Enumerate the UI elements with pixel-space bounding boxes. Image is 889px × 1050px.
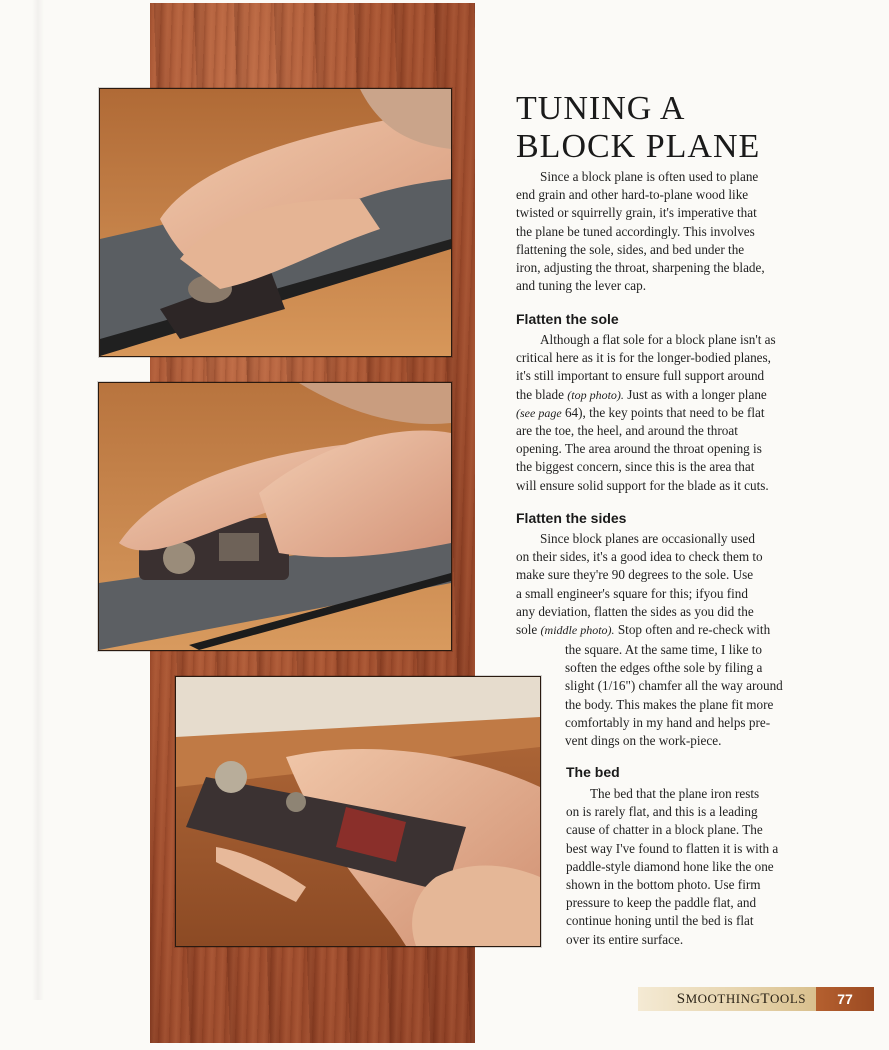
sides-text: sole [516, 622, 541, 638]
bed-line: The bed that the plane iron rests [590, 786, 760, 801]
sides-line: comfortably in my hand and helps pre- [565, 714, 771, 730]
page-footer [638, 987, 874, 1011]
intro-paragraph [516, 168, 876, 295]
photo-flatten-sides [98, 382, 452, 651]
sole-line: the biggest concern, since this is the area that [516, 459, 755, 475]
bed-line: cause of chatter in a block plane. The [566, 822, 763, 838]
sides-text: Stop often and re-check with [614, 622, 771, 638]
page-number: 77 [816, 987, 874, 1011]
sole-text: 64), the key points that need to be flat [561, 404, 765, 420]
sole-line: are the toe, the heel, and around the throat [516, 423, 738, 439]
sole-paragraph [516, 331, 876, 495]
title-line-1: TUNING A [516, 90, 686, 127]
intro-line: Since a block plane is often used to plane [540, 169, 759, 184]
bed-line: shown in the bottom photo. Use firm [566, 877, 761, 893]
photo-reference-top: (top photo). [567, 387, 624, 402]
heading-flatten-sole: Flatten the sole [516, 311, 619, 327]
intro-line: flattening the sole, sides, and bed under the [516, 241, 745, 257]
bed-line: over its entire surface. [566, 931, 684, 947]
sole-line: Although a flat sole for a block plane isn't as [540, 332, 776, 347]
sole-text: Just as with a longer plane [623, 386, 767, 402]
footer-section-title [638, 987, 816, 1011]
sides-line: vent dings on the work-piece. [565, 733, 722, 749]
intro-line: the plane be tuned accordingly. This involves [516, 223, 755, 239]
page-reference: (see page [516, 405, 562, 420]
sole-line [516, 386, 876, 404]
sole-line: will ensure solid support for the blade as it cuts. [516, 477, 769, 493]
sole-text: the blade [516, 386, 568, 402]
sides-line: on their sides, it's a good idea to check them to [516, 549, 763, 565]
sides-line: Since block planes are occasionally used [540, 531, 755, 546]
sides-paragraph [516, 530, 876, 639]
footer-initial: S [676, 990, 686, 1007]
sides-line: slight (1/16") chamfer all the way around [565, 678, 783, 694]
page-gutter-shadow [32, 0, 44, 1000]
heading-the-bed: The bed [566, 764, 620, 780]
bed-line: best way I've found to flatten it is with a [566, 840, 779, 856]
footer-text: MOOTHING [685, 991, 761, 1006]
intro-line: and tuning the lever cap. [516, 278, 646, 294]
footer-initial: T [760, 990, 771, 1007]
bed-line: continue honing until the bed is flat [566, 913, 754, 929]
bed-line: paddle-style diamond hone like the one [566, 858, 774, 874]
photo-honing-bed [175, 676, 541, 947]
intro-line: end grain and other hard-to-plane wood like [516, 187, 749, 203]
sides-line: any deviation, flatten the sides as you did the [516, 603, 754, 619]
sole-line [516, 404, 876, 422]
photo-flatten-sole [99, 88, 452, 357]
footer-text: OOLS [770, 991, 806, 1006]
article-title [516, 90, 866, 166]
heading-flatten-sides: Flatten the sides [516, 510, 627, 526]
sides-line: the body. This makes the plane fit more [565, 696, 774, 712]
photo-reference-middle: (middle photo). [540, 623, 615, 638]
sole-line: opening. The area around the throat opening is [516, 441, 762, 457]
sides-paragraph-continued [565, 641, 875, 750]
bed-paragraph [566, 785, 866, 949]
bed-line: pressure to keep the paddle flat, and [566, 895, 757, 911]
bed-line: on is rarely flat, and this is a leading [566, 804, 758, 820]
intro-line: iron, adjusting the throat, sharpening the blade, [516, 260, 765, 276]
title-line-2: BLOCK PLANE [516, 128, 761, 165]
sole-line: critical here as it is for the longer-bodied planes, [516, 350, 771, 366]
sides-line: make sure they're 90 degrees to the sole. Use [516, 567, 754, 583]
intro-line: twisted or squirrelly grain, it's imperative that [516, 205, 757, 221]
sides-line: soften the edges ofthe sole by filing a [565, 660, 763, 676]
sides-line: a small engineer's square for this; ifyou find [516, 585, 748, 601]
sides-line: the square. At the same time, I like to [565, 642, 763, 657]
sides-line [516, 621, 876, 639]
sole-line: it's still important to ensure full support around [516, 368, 765, 384]
